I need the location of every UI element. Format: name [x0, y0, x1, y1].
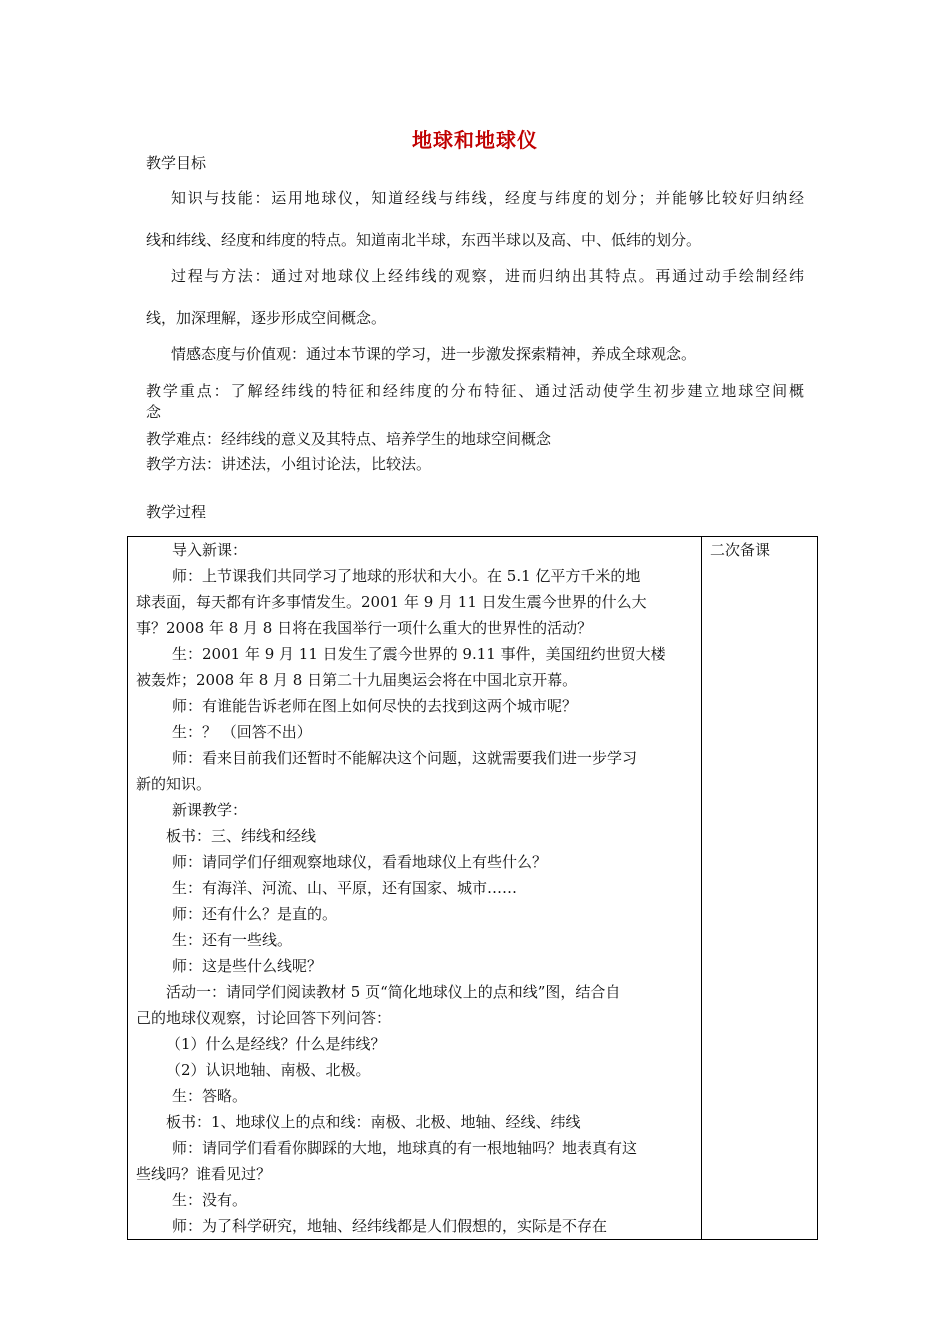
table-line: 师：这是些什么线呢？ — [172, 957, 323, 975]
table-line: 生：答略。 — [172, 1087, 248, 1105]
page-title: 地球和地球仪 — [412, 128, 538, 152]
objective-knowledge-line-2: 线和纬线、经度和纬度的特点。知道南北半球，东西半球以及高、中、低纬的划分。 — [146, 231, 702, 249]
objective-process-line-1: 过程与方法：通过对地球仪上经纬线的观察，进而归纳出其特点。再通过动手绘制经纬 — [171, 267, 804, 285]
table-line: 导入新课： — [172, 541, 248, 559]
table-line: （1）什么是经线？什么是纬线？ — [166, 1035, 386, 1053]
methods-line: 教学方法：讲述法，小组讨论法，比较法。 — [146, 455, 432, 473]
table-line: 板书：1、地球仪上的点和线：南极、北极、地轴、经线、纬线 — [166, 1113, 581, 1131]
table-line: 些线吗？谁看见过？ — [136, 1165, 272, 1183]
table-line: 师：还有什么？是直的。 — [172, 905, 338, 923]
table-line: 生：没有。 — [172, 1191, 248, 1209]
table-line: 师：为了科学研究，地轴、经纬线都是人们假想的，实际是不存在 — [172, 1217, 608, 1235]
key-points-line-1: 教学重点：了解经纬线的特征和经纬度的分布特征、通过活动使学生初步建立地球空间概 — [146, 382, 804, 400]
table-line: 生：有海洋、河流、山、平原，还有国家、城市…… — [172, 879, 518, 897]
table-line: 新的知识。 — [136, 775, 212, 793]
table-line: 生：2001 年 9 月 11 日发生了震今世界的 9.11 事件，美国纽约世贸大楼 — [172, 645, 666, 663]
teaching-process-main-cell — [128, 537, 702, 1240]
table-line: 生：还有一些线。 — [172, 931, 293, 949]
table-line: （2）认识地轴、南极、北极。 — [166, 1061, 371, 1079]
objectives-heading: 教学目标 — [146, 154, 207, 172]
table-line: 被轰炸；2008 年 8 月 8 日第二十九届奥运会将在中国北京开幕。 — [136, 671, 578, 689]
process-heading: 教学过程 — [146, 503, 207, 521]
table-line: 球表面，每天都有许多事情发生。2001 年 9 月 11 日发生震今世界的什么大 — [136, 593, 647, 611]
table-line: 生：？ （回答不出） — [172, 723, 312, 741]
table-line: 活动一：请同学们阅读教材 5 页“简化地球仪上的点和线”图，结合自 — [166, 983, 621, 1001]
table-line: 师：请同学们仔细观察地球仪，看看地球仪上有些什么？ — [172, 853, 548, 871]
secondary-prep-cell — [702, 537, 818, 1240]
table-line: 师：看来目前我们还暂时不能解决这个问题，这就需要我们进一步学习 — [172, 749, 638, 767]
objective-attitude-line: 情感态度与价值观：通过本节课的学习，进一步激发探索精神，养成全球观念。 — [171, 345, 697, 363]
teaching-process-table — [127, 536, 818, 1240]
secondary-prep-label: 二次备课 — [710, 541, 771, 559]
table-line: 师：有谁能告诉老师在图上如何尽快的去找到这两个城市呢？ — [172, 697, 578, 715]
objective-process-line-2: 线，加深理解，逐步形成空间概念。 — [146, 309, 387, 327]
table-line: 新课教学： — [172, 801, 248, 819]
table-line: 事？2008 年 8 月 8 日将在我国举行一项什么重大的世界性的活动？ — [136, 619, 593, 637]
table-line: 师：上节课我们共同学习了地球的形状和大小。在 5.1 亿平方千米的地 — [172, 567, 641, 585]
table-line: 师：请同学们看看你脚踩的大地，地球真的有一根地轴吗？地表真有这 — [172, 1139, 638, 1157]
objective-knowledge-line-1: 知识与技能：运用地球仪，知道经线与纬线，经度与纬度的划分；并能够比较好归纳经 — [171, 189, 804, 207]
key-points-line-2: 念 — [146, 403, 162, 421]
table-line: 己的地球仪观察，讨论回答下列问答： — [136, 1009, 392, 1027]
difficulties-line: 教学难点：经纬线的意义及其特点、培养学生的地球空间概念 — [146, 430, 552, 448]
table-line: 板书：三、纬线和经线 — [166, 827, 317, 845]
